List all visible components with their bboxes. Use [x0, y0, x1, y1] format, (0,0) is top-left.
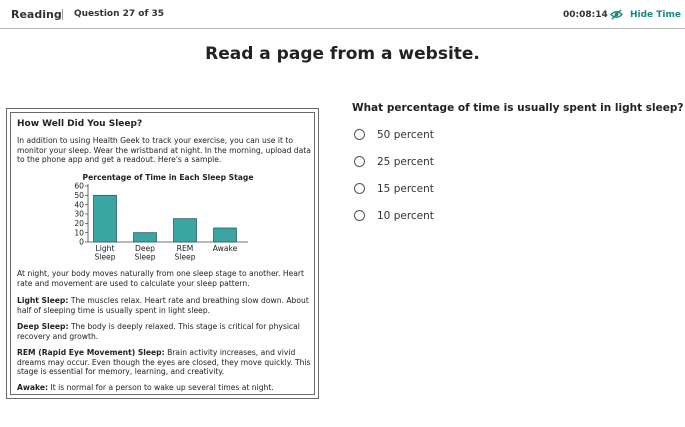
- y-tick-label: 10: [74, 228, 84, 238]
- bar-awake: [214, 228, 237, 242]
- paragraph-text: At night, your body moves naturally from one sleep stage to another. Heart rate and movement are used to calculate your sleep pattern.: [17, 269, 305, 288]
- paragraph-text: It is normal for a person to wake up several times at night.: [50, 383, 274, 392]
- paragraph-term: Awake:: [17, 383, 49, 392]
- radio-button[interactable]: [354, 129, 365, 140]
- radio-button[interactable]: [354, 156, 365, 167]
- x-tick-label: REM: [176, 244, 194, 253]
- y-tick-label: 60: [74, 181, 84, 191]
- radio-button[interactable]: [354, 210, 365, 221]
- bar-deep-sleep: [134, 233, 157, 242]
- bar-light-sleep: [94, 195, 117, 242]
- radio-button[interactable]: [354, 183, 365, 194]
- chart-title: Percentage of Time in Each Sleep Stage: [82, 173, 254, 182]
- x-tick-label: Sleep: [134, 252, 156, 262]
- sleep-stage-chart: [58, 172, 258, 264]
- paragraph-term: Deep Sleep:: [17, 322, 69, 331]
- y-tick-label: 20: [74, 218, 84, 228]
- question-text: What percentage of time is usually spent in light sleep?: [352, 102, 684, 114]
- passage-intro: In addition to using Health Geek to track your exercise, you can use it to monitor your sleep. Wear the wristband at night. In the morning, upload data to the phone app and get a readout. Here's a sample.: [17, 136, 311, 165]
- top-bar: [0, 0, 685, 29]
- answer-option-label[interactable]: 15 percent: [377, 183, 434, 195]
- paragraph-term: Light Sleep:: [17, 296, 69, 305]
- passage-paragraph: [17, 296, 313, 315]
- paragraph-term: REM (Rapid Eye Movement) Sleep:: [17, 348, 165, 357]
- eye-slash-icon[interactable]: [610, 9, 623, 20]
- y-tick-label: 50: [74, 190, 84, 200]
- y-tick-label: 0: [79, 237, 84, 247]
- prompt-heading: Read a page from a website.: [205, 44, 480, 64]
- paragraph-text: Brain activity increases, and vivid dreams may occur. Even though the eyes are closed, they move quickly. This stage is essential for memory, learning, and creativity.: [17, 348, 311, 377]
- section-name: Reading: [11, 8, 62, 21]
- passage-paragraph: [17, 269, 313, 288]
- passage-title: How Well Did You Sleep?: [17, 119, 143, 129]
- timer: 00:08:14: [563, 10, 608, 20]
- passage-paragraph: [17, 322, 313, 341]
- x-tick-label: Deep: [134, 244, 156, 253]
- bar-rem-sleep: [174, 219, 197, 242]
- passage-paragraph: [17, 383, 313, 393]
- passage-paragraph: [17, 348, 313, 377]
- header-divider: [62, 9, 63, 20]
- x-tick-label: Sleep: [94, 252, 116, 262]
- answer-option-label[interactable]: 10 percent: [377, 210, 434, 222]
- answer-option-label[interactable]: 25 percent: [377, 156, 434, 168]
- hide-time-button[interactable]: Hide Time: [630, 10, 682, 20]
- paragraph-text: The body is deeply relaxed. This stage is critical for physical recovery and growth.: [17, 322, 300, 341]
- question-counter: Question 27 of 35: [74, 9, 165, 19]
- y-tick-label: 40: [74, 200, 84, 210]
- paragraph-text: The muscles relax. Heart rate and breathing slow down. About half of sleeping time is usually spent in light sleep.: [17, 296, 309, 315]
- x-tick-label: Light: [95, 244, 115, 253]
- y-tick-label: 30: [74, 209, 84, 219]
- answer-option-label[interactable]: 50 percent: [377, 129, 434, 141]
- x-tick-label: Awake: [212, 244, 238, 253]
- x-tick-label: Sleep: [174, 252, 196, 262]
